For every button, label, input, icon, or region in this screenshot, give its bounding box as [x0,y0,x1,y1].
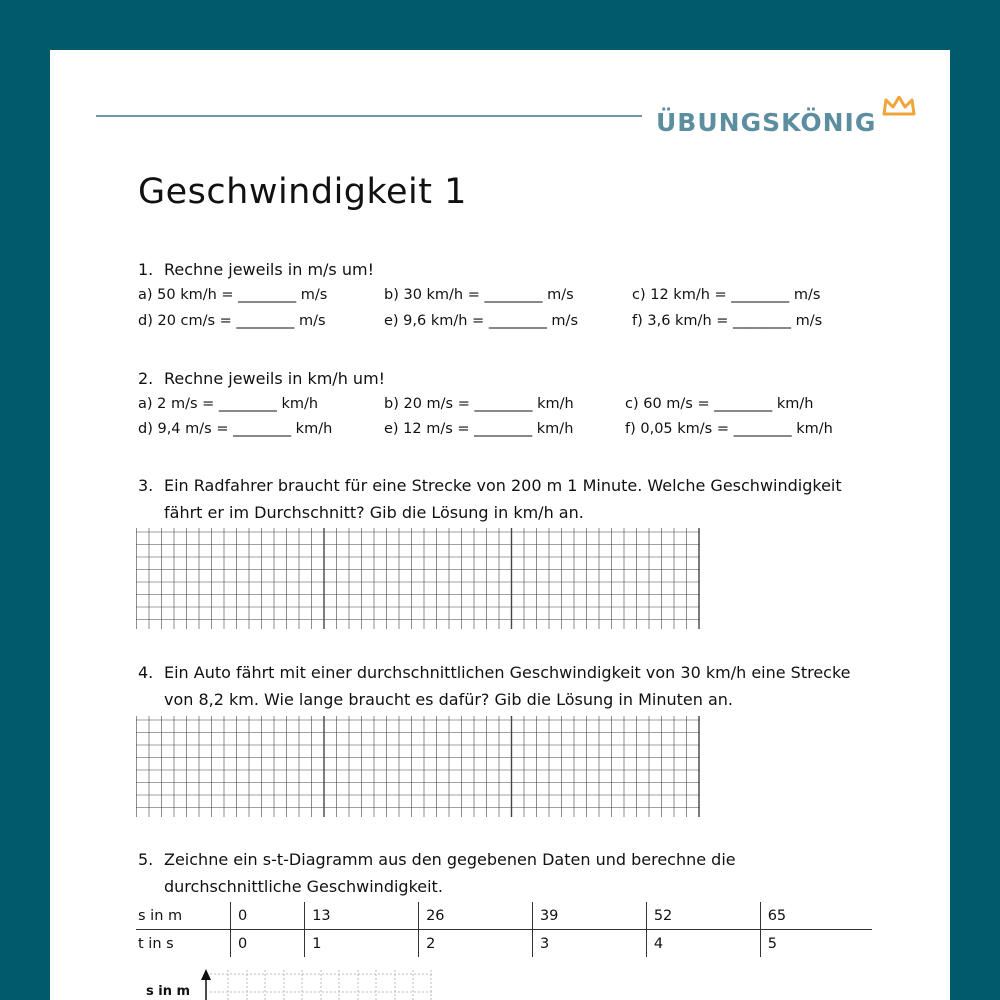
table-cell: 4 [646,930,760,958]
table-cell: 52 [646,902,760,930]
header-rule [96,115,642,117]
question-3 [138,472,878,526]
table-cell: 39 [532,902,646,930]
table-cell: 5 [760,930,872,958]
question-4 [138,659,878,713]
row-header: t in s [138,935,174,952]
grid-lines [136,528,700,629]
exercise-item: c) 60 m/s = ________ km/h [625,396,814,412]
question-text: Zeichne ein s-t-Diagramm aus den gegebenen Daten und berechne die durchschnittliche Geschwindigkeit. [164,850,736,896]
question-text: Ein Radfahrer braucht für eine Strecke von 200 m 1 Minute. Welche Geschwindigkeit fährt er im Durchschnitt? Gib die Lösung in km/h an. [164,476,842,522]
exercise-item: f) 3,6 km/h = ________ m/s [632,313,823,329]
exercise-item: e) 9,6 km/h = ________ m/s [384,313,578,329]
table-cell: 26 [419,902,533,930]
crown-icon [882,96,916,116]
diagram-grid[interactable] [210,970,432,1000]
question-1-heading [138,256,374,283]
question-number: 3. [138,476,154,495]
worksheet-page [50,50,950,1000]
exercise-item: a) 50 km/h = ________ m/s [138,287,328,303]
brand-logo-text: ÜBUNGSKÖNIG [656,108,877,137]
question-number: 2. [138,369,154,388]
question-text: Ein Auto fährt mit einer durchschnittlichen Geschwindigkeit von 30 km/h eine Strecke von 8,2 km. Wie lange braucht es dafür? Gib die Lösung in Minuten an. [164,663,851,709]
answer-grid-3[interactable] [136,528,700,629]
table-cell: 1 [305,930,419,958]
table-cell: 2 [419,930,533,958]
table-cell: 3 [532,930,646,958]
exercise-item: b) 20 m/s = ________ km/h [384,396,574,412]
question-5 [138,846,878,900]
exercise-item: e) 12 m/s = ________ km/h [384,421,574,437]
question-text: Rechne jeweils in km/h um! [164,369,386,388]
question-number: 4. [138,663,154,682]
table-row [136,930,872,958]
value-table [136,902,872,957]
question-text: Rechne jeweils in m/s um! [164,260,374,279]
y-axis-label: s in m [146,984,191,999]
exercise-item: d) 9,4 m/s = ________ km/h [138,421,333,437]
table-cell: 0 [231,902,305,930]
exercise-item: b) 30 km/h = ________ m/s [384,287,574,303]
table-cell: 65 [760,902,872,930]
answer-grid-4[interactable] [136,716,700,817]
page-title: Geschwindigkeit 1 [138,172,467,212]
grid-lines [136,716,700,817]
row-header: s in m [136,902,231,930]
exercise-item: c) 12 km/h = ________ m/s [632,287,821,303]
question-2-heading [138,365,385,392]
table-cell: 0 [231,930,305,958]
question-number: 1. [138,260,154,279]
table-cell: 13 [305,902,419,930]
exercise-item: f) 0,05 km/s = ________ km/h [625,421,833,437]
exercise-item: d) 20 cm/s = ________ m/s [138,313,326,329]
table-row [136,902,872,930]
question-number: 5. [138,850,154,869]
exercise-item: a) 2 m/s = ________ km/h [138,396,319,412]
